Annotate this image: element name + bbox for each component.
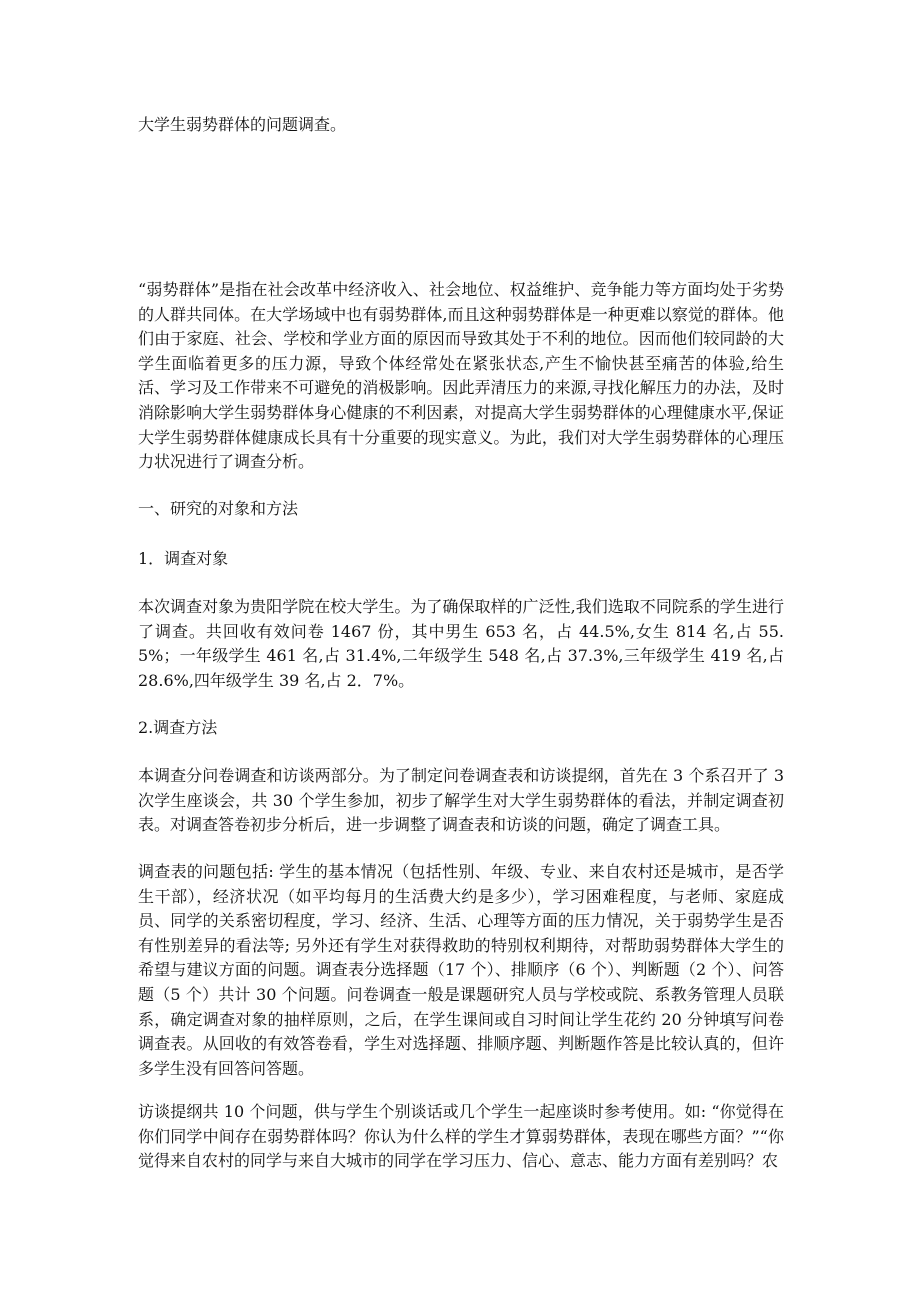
questionnaire-paragraph: 调查表的问题包括: 学生的基本情况（包括性别、年级、专业、来自农村还是城市，是否学生干部），经济状况（如平均每月的生活费大约是多少），学习困难程度，与老师、家庭成员、同学的关系密切程度，学习、经济、生活、心理等方面的压力情况，关于弱势学生是否有性别差异的看法等; 另外还有学生对获得救助的特别权利期待，对帮助弱势群体大学生的希望与建议方面的问题。调查表分选择题（17 个）、排顺序（6 个）、判断题（2 个）、问答题（5 个）共计 30 个问题。问卷调查一般是课题研究人员与学校或院、系教务管理人员联系，确定调查对象的抽样原则，之后，在学生课间或自习时间让学生花约 20 分钟填写问卷调查表。从回收的有效答卷看，学生对选择题、排顺序题、判断题作答是比较认真的，但许多学生没有回答问答题。 bbox=[138, 862, 784, 1078]
section-heading-1: 一、研究的对象和方法 bbox=[138, 499, 299, 518]
subsection-heading-subjects: 1．调查对象 bbox=[138, 549, 229, 568]
subjects-paragraph: 本次调查对象为贵阳学院在校大学生。为了确保取样的广泛性,我们选取不同院系的学生进行了调查。共回收有效问卷 1467 份，其中男生 653 名，占 44.5%,女生 814 名,占 55.5%；一年级学生 461 名,占 31.4%,二年级学生 548 名,占 37.3%,三年级学生 419 名,占 28.6%,四年级学生 39 名,占 2．7%。 bbox=[138, 597, 784, 690]
document-title: 大学生弱势群体的问题调查。 bbox=[138, 115, 347, 134]
subsection-heading-methods: 2.调查方法 bbox=[138, 718, 218, 737]
intro-paragraph: “弱势群体”是指在社会改革中经济收入、社会地位、权益维护、竞争能力等方面均处于劣势的人群共同体。在大学场域中也有弱势群体,而且这种弱势群体是一种更难以察觉的群体。他们由于家庭、社会、学校和学业方面的原因而导致其处于不利的地位。因而他们较同龄的大学生面临着更多的压力源，导致个体经常处在紧张状态,产生不愉快甚至痛苦的体验,给生活、学习及工作带来不可避免的消极影响。因此弄清压力的来源,寻找化解压力的办法，及时消除影响大学生弱势群体身心健康的不利因素，对提高大学生弱势群体的心理健康水平,保证大学生弱势群体健康成长具有十分重要的现实意义。为此，我们对大学生弱势群体的心理压力状况进行了调查分析。 bbox=[138, 280, 784, 472]
interview-paragraph: 访谈提纲共 10 个问题，供与学生个别谈话或几个学生一起座谈时参考使用。如: “你觉得在你们同学中间存在弱势群体吗？你认为什么样的学生才算弱势群体，表现在哪些方面？”“你觉得来自农村的同学与来自大城市的同学在学习压力、信心、意志、能力方面有差别吗？农 bbox=[138, 1102, 784, 1171]
method-paragraph: 本调查分问卷调查和访谈两部分。为了制定问卷调查表和访谈提纲，首先在 3 个系召开了 3 次学生座谈会，共 30 个学生参加，初步了解学生对大学生弱势群体的看法，并制定调查初表。对调查答卷初步分析后，进一步调整了调查表和访谈的问题，确定了调查工具。 bbox=[138, 766, 784, 835]
